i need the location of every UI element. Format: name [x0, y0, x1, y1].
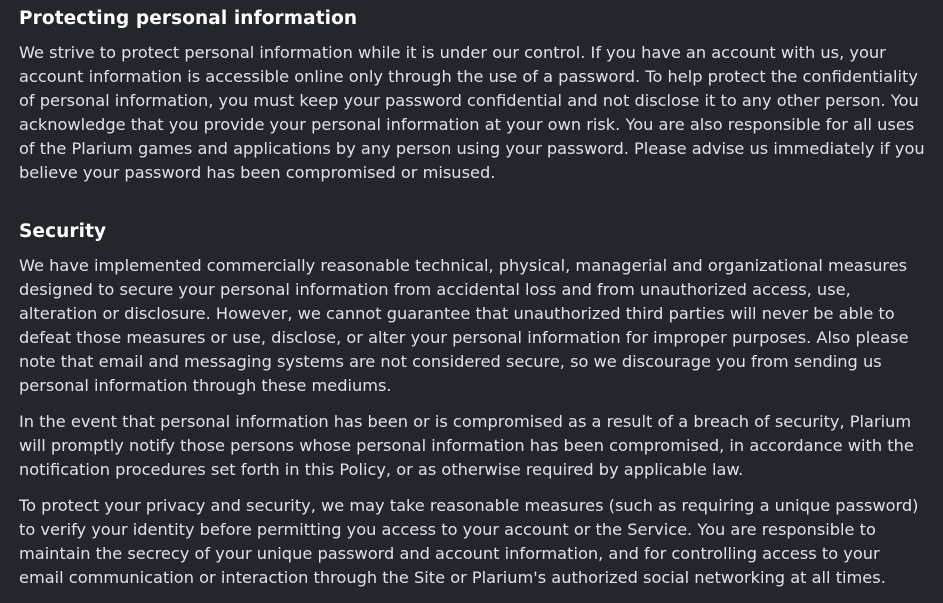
section-paragraph: We have implemented commercially reasonable technical, physical, managerial and organizational measures designed to secure your personal information from accidental loss and from unauthorized access, use, alteration or disclosure. However, we cannot guarantee that unauthorized third parties will never be able to defeat those measures or use, disclose, or alter your personal information for improper purposes. Also please note that email and messaging systems are not considered secure, so we discourage you from sending us personal information through these mediums. [19, 256, 909, 395]
section-protecting-personal-information [19, 6, 925, 185]
section-heading: Protecting personal information [19, 8, 358, 29]
section-security [19, 219, 925, 590]
section-paragraph: In the event that personal information has been or is compromised as a result of a breach of security, Plarium will promptly notify those persons whose personal information has been compromised, in accordance with the notification procedures set forth in this Policy, or as otherwise required by applicable law. [19, 412, 914, 479]
section-paragraph: To protect your privacy and security, we may take reasonable measures (such as requiring a unique password) to verify your identity before permitting you access to your account or the Service. You are responsible to maintain the secrecy of your unique password and account information, and for controlling access to your email communication or interaction through the Site or Plarium's authorized social networking at all times. [19, 496, 919, 587]
section-paragraph: We strive to protect personal information while it is under our control. If you have an account with us, your account information is accessible online only through the use of a password. To help protect the confidentiality of personal information, you must keep your password confidential and not disclose it to any other person. You acknowledge that you provide your personal information at your own risk. You are also responsible for all uses of the Plarium games and applications by any person using your password. Please advise us immediately if you believe your password has been compromised or misused. [19, 43, 925, 182]
section-heading: Security [19, 221, 107, 242]
